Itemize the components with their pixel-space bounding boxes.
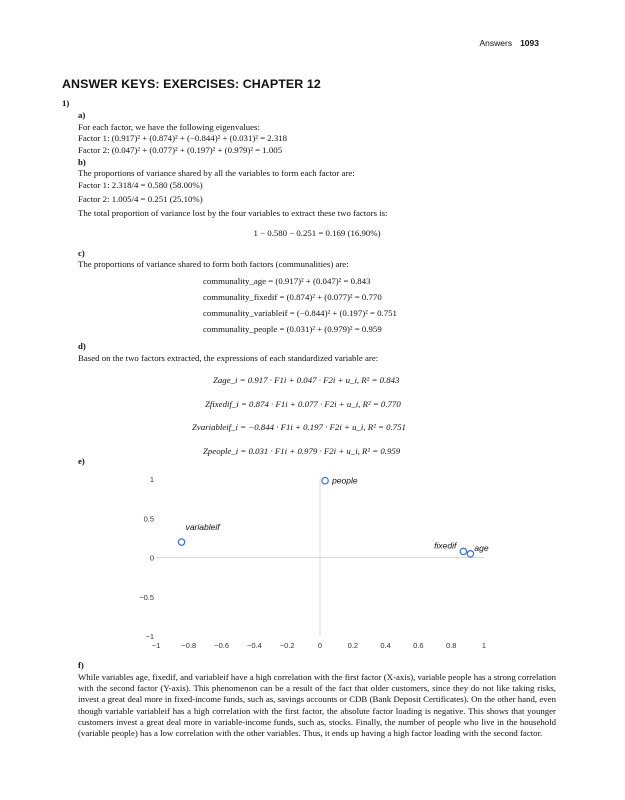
communality-people: communality_people = (0.031)² + (0.979)² = 0.959 [203,324,382,334]
chart-layer [139,475,489,650]
question-label: 1) [62,98,70,108]
x-tick-label: −1 [151,641,161,650]
page-number: 1093 [520,38,539,48]
communality-fixedif: communality_fixedif = (0.874)² + (0.077)² = 0.770 [203,292,382,302]
variance-lost-text: The total proportion of variance lost by the four variables to extract these two factors is: [78,208,388,218]
proportion-factor1: Factor 1: 2.318/4 = 0.580 (58.00%) [78,180,203,190]
expression-variableif: Zvariableif_i = −0.844 · F1i + 0.197 · F2i + u_i, R² = 0.751 [192,422,406,432]
y-tick-label: 0 [149,553,154,563]
expression-age: Zage_i = 0.917 · F1i + 0.047 · F2i + u_i, R² = 0.843 [213,375,400,385]
proportion-factor2: Factor 2: 1.005/4 = 0.251 (25.10%) [78,194,203,204]
part-a-label: a) [78,110,86,120]
point-fixedif [460,548,466,554]
y-tick-label: 1 [149,475,154,484]
point-label-age: age [474,542,489,553]
y-tick-label: −1 [145,632,154,641]
x-tick-label: −0.4 [246,641,262,650]
part-a-intro: For each factor, we have the following eigenvalues: [78,122,260,132]
part-f-label: f) [78,660,84,670]
eigenvalue-factor2: Factor 2: (0.047)² + (0.077)² + (0.197)² + (0.979)² = 1.005 [78,145,283,155]
part-d-intro: Based on the two factors extracted, the expressions of each standardized variable are: [78,353,379,363]
part-f-paragraph: While variables age, fixedif, and variableif have a high correlation with the first factor (X-axis), variable people has a strong correlation with the second factor (Y-axis). This phenomenon can be a result of the fact that older customers, since they do not like taking risks, invest a great deal more in fixed-income funds, such as, savings accounts or CDB (Bank Deposit Certificates). On the other hand, even though variable variableif has a high correlation with the first factor, the absolute factor loading is negative. This shows that younger customers invest a great deal more in variable-income funds, such as, stocks. Finally, the number of people who live in the household (variable people) has a low correlation with the other variables. Thus, it ends up having a high factor loading with the second factor. [78,672,557,739]
x-tick-label: 0 [317,641,323,650]
part-d-label: d) [78,341,86,351]
point-variableif [178,539,184,545]
x-tick-label: −0.2 [279,641,295,650]
x-tick-label: 1 [481,641,487,650]
point-label-people: people [332,475,358,486]
point-label-fixedif: fixedif [434,540,457,551]
communality-age: communality_age = (0.917)² + (0.047)² = 0.843 [203,276,371,286]
x-tick-label: 0.8 [445,641,457,650]
expression-people: Zpeople_i = 0.031 · F1i + 0.979 · F2i + u_i, R² = 0.959 [203,446,401,456]
running-section: Answers [479,38,513,48]
part-c-label: c) [78,248,85,258]
expression-fixedif: Zfixedif_i = 0.874 · F1i + 0.077 · F2i + u_i, R² = 0.770 [205,399,401,409]
x-tick-label: −0.6 [214,641,230,650]
variance-lost-equation: 1 − 0.580 − 0.251 = 0.169 (16.90%) [253,228,381,238]
x-tick-label: 0.2 [347,641,359,650]
x-tick-label: 0.4 [380,641,391,650]
part-b-label: b) [78,157,86,167]
point-people [322,477,328,483]
point-age [467,551,473,557]
point-label-variableif: variableif [185,522,220,533]
part-b-intro: The proportions of variance shared by all the variables to form each factor are: [78,168,355,178]
eigenvalue-factor1: Factor 1: (0.917)² + (0.874)² + (−0.844)² + (0.031)² = 2.318 [78,133,288,143]
communality-variableif: communality_variableif = (−0.844)² + (0.197)² = 0.751 [203,308,397,318]
y-tick-label: 0.5 [143,514,154,524]
part-c-intro: The proportions of variance shared to form both factors (communalities) are: [78,259,349,269]
x-tick-label: 0.6 [413,641,424,650]
page-title: ANSWER KEYS: EXERCISES: CHAPTER 12 [62,77,321,91]
y-tick-label: −0.5 [139,592,154,602]
part-e-label: e) [78,456,85,466]
x-tick-label: −0.8 [181,641,197,650]
